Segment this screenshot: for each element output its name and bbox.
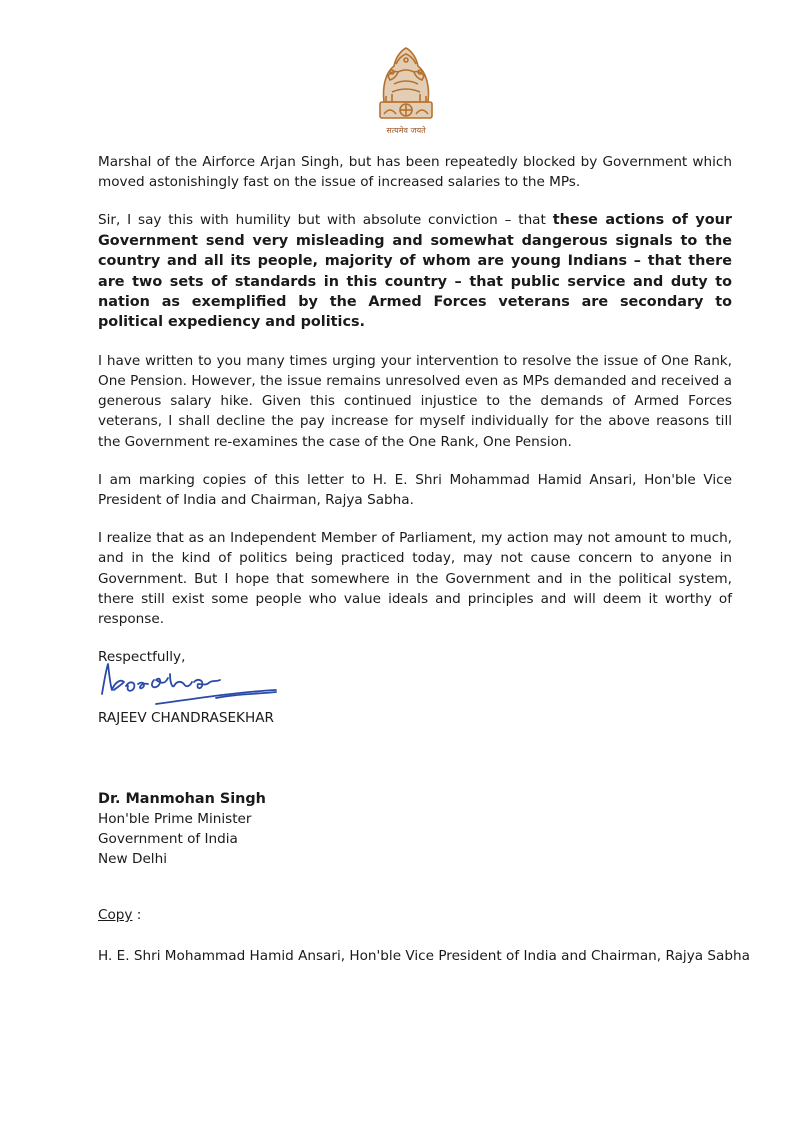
copy-label-text: Copy xyxy=(98,907,133,923)
paragraph-2-emphasis: these actions of your Government send very misleading and somewhat dangerous signals to the country and all its people, majority of whom are young Indians – that there are two sets of standards in this country – that public service and duty to nation as exemplified by the Armed Forces veterans are secondary to political expediency and politics. xyxy=(98,212,732,331)
paragraph-5: I realize that as an Independent Member of Parliament, my action may not amount to much, and in the kind of politics being practiced today, may not cause concern to anyone in Government. But I hope that somewhere in the Government and in the political system, there still exist some people who value ideals and principles and will deem it worthy of response. xyxy=(98,530,732,628)
closing-salutation: Respectfully, xyxy=(98,649,186,666)
copy-label-colon: : xyxy=(132,907,142,923)
paragraph-3: I have written to you many times urging your intervention to resolve the issue of One Rank, One Pension. However, the issue remains unresolved even as MPs demanded and received a generous salary hike. Given this continued injustice to the demands of Armed Forces veterans, I shall decline the pay increase for myself individually for the above reasons till the Government re-examines the case of the One Rank, One Pension. xyxy=(98,352,732,450)
addressee-organization: Government of India xyxy=(98,831,238,847)
addressee-city: New Delhi xyxy=(98,851,167,867)
signer-name: RAJEEV CHANDRASEKHAR xyxy=(98,710,274,726)
paragraph-2 xyxy=(98,210,732,332)
addressee-block xyxy=(98,789,266,869)
addressee-name: Dr. Manmohan Singh xyxy=(98,791,266,807)
emblem-motto: सत्यमेव जयते xyxy=(386,126,426,135)
paragraph-1: Marshal of the Airforce Arjan Singh, but has been repeatedly blocked by Government which moved astonishingly fast on the issue of increased salaries to the MPs. xyxy=(98,154,732,191)
copy-recipient: H. E. Shri Mohammad Hamid Ansari, Hon'ble Vice President of India and Chairman, Rajya Sabha xyxy=(98,948,750,964)
paragraph-2-intro: Sir, I say this with humility but with absolute conviction – that xyxy=(98,212,553,229)
paragraph-4: I am marking copies of this letter to H. E. Shri Mohammad Hamid Ansari, Hon'ble Vice President of India and Chairman, Rajya Sabha. xyxy=(98,471,732,509)
letter-body xyxy=(98,152,732,667)
addressee-title: Hon'ble Prime Minister xyxy=(98,811,252,827)
copy-label xyxy=(98,907,141,923)
